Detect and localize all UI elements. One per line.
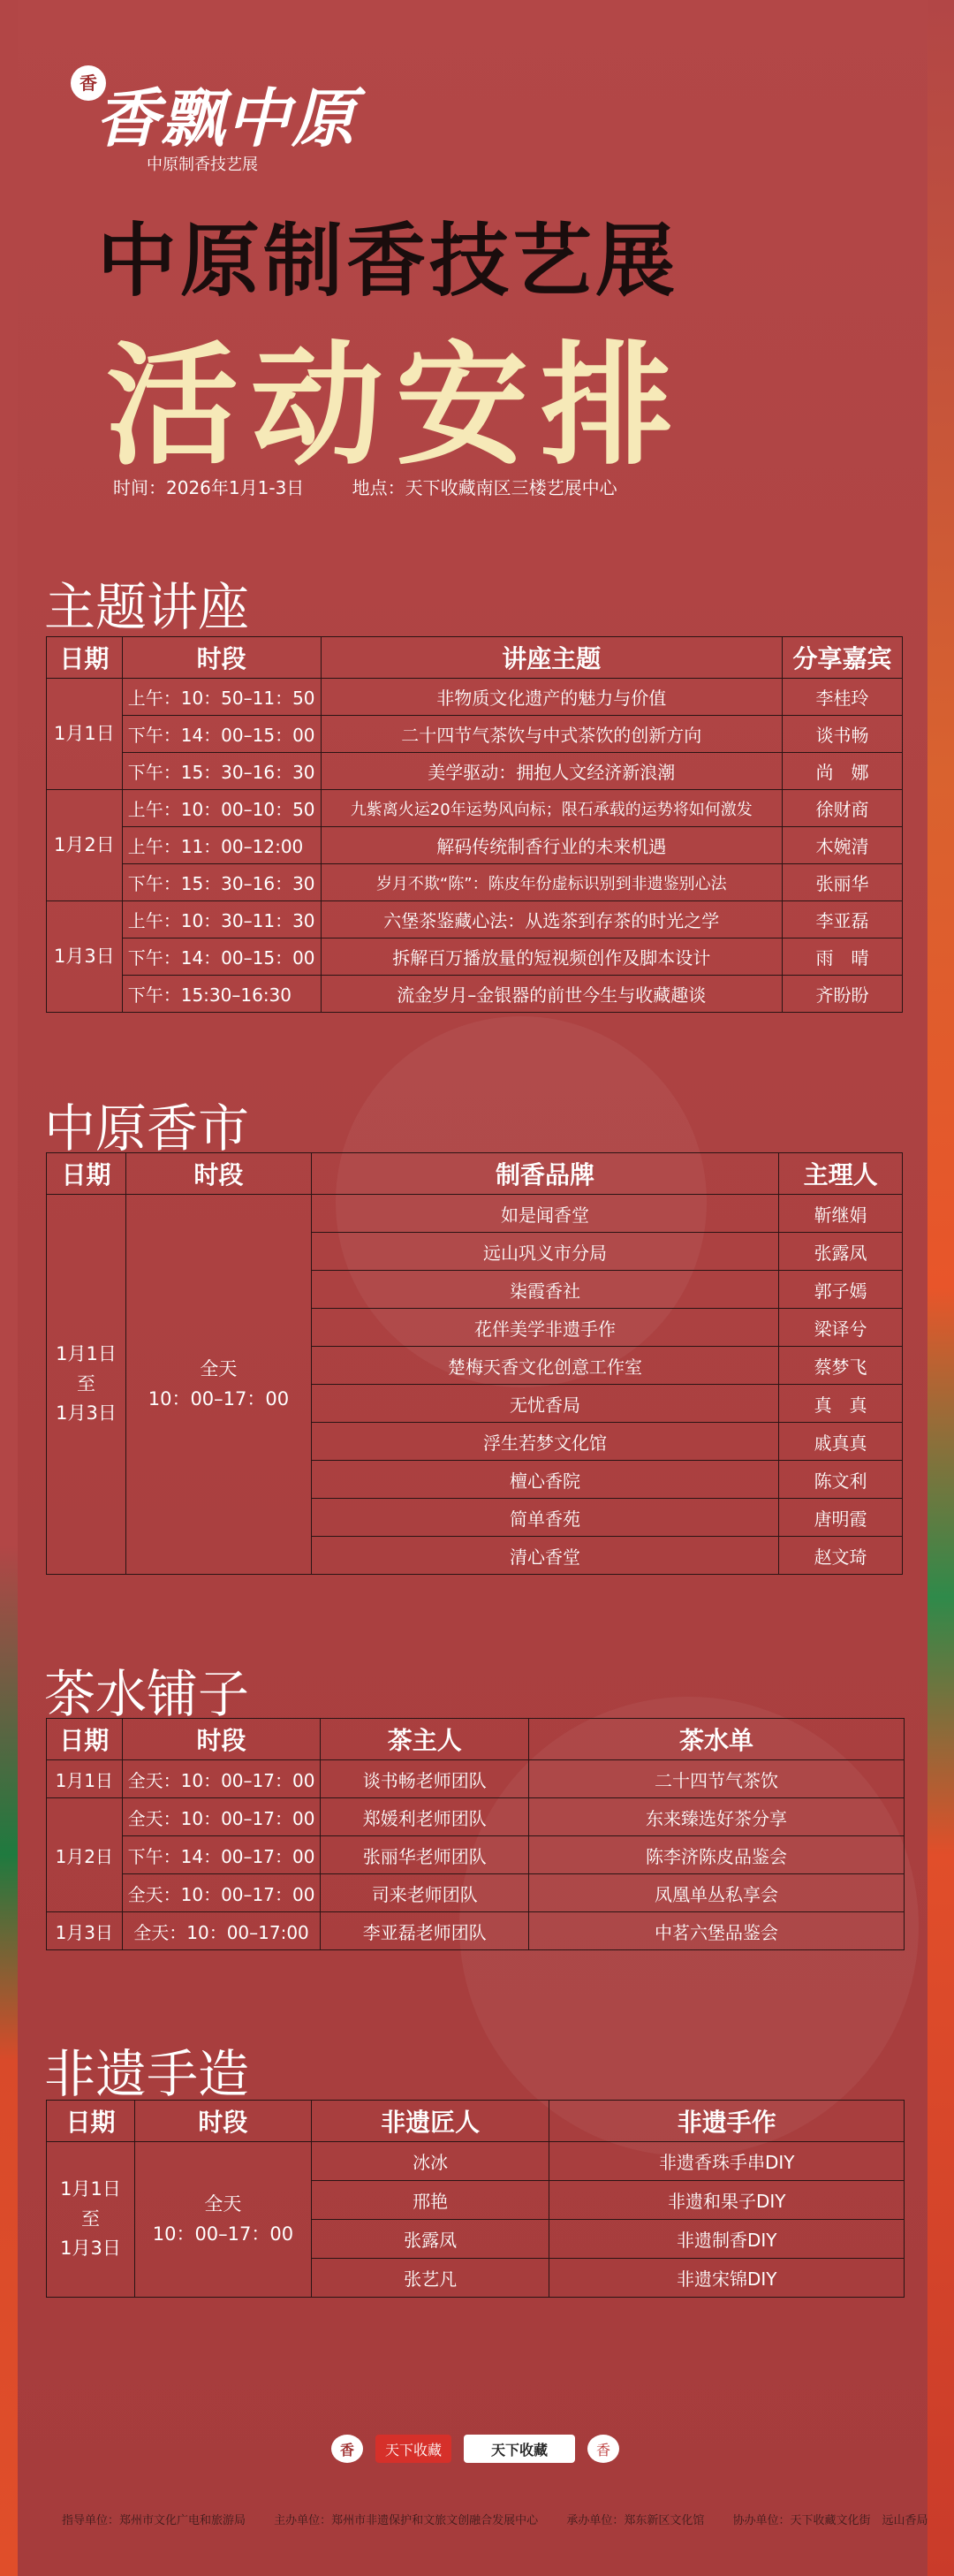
topic-cell: 拆解百万播放量的短视频创作及脚本设计 bbox=[321, 938, 782, 976]
menu-cell: 陈李济陈皮品鉴会 bbox=[529, 1836, 905, 1874]
brand-cell: 简单香苑 bbox=[311, 1499, 778, 1537]
menu-cell: 凤凰单丛私享会 bbox=[529, 1874, 905, 1912]
table-header-row bbox=[47, 2101, 905, 2142]
logo-seal-icon: 香 bbox=[71, 65, 106, 101]
host-cell: 司来老师团队 bbox=[321, 1874, 529, 1912]
market-table bbox=[46, 1152, 903, 1575]
sponsor-logo-tianxia: 天下收藏 bbox=[464, 2435, 575, 2463]
guest-cell: 雨 晴 bbox=[783, 938, 903, 976]
artisan-cell: 张艺凡 bbox=[311, 2259, 549, 2298]
artisan-cell: 冰冰 bbox=[311, 2142, 549, 2181]
table-row bbox=[47, 1760, 905, 1798]
time-cell: 全天：10：00–17：00 bbox=[122, 1798, 321, 1836]
host-cell: 张露凤 bbox=[779, 1233, 903, 1271]
lectures-table bbox=[46, 636, 903, 1013]
host-cell: 唐明霞 bbox=[779, 1499, 903, 1537]
guest-cell: 张丽华 bbox=[783, 864, 903, 901]
header-date: 日期 bbox=[47, 2101, 135, 2142]
table-row bbox=[47, 679, 903, 716]
brand-cell: 清心香堂 bbox=[311, 1537, 778, 1575]
time-allday: 全天 bbox=[200, 1357, 238, 1379]
footer bbox=[35, 2435, 928, 2558]
artisan-cell: 张露凤 bbox=[311, 2220, 549, 2259]
header-time: 时段 bbox=[122, 637, 321, 679]
date-to: 至 bbox=[76, 1372, 95, 1394]
time-cell: 下午：15:30–16:30 bbox=[122, 976, 321, 1013]
header-time: 时段 bbox=[134, 2101, 311, 2142]
date-to: 至 bbox=[80, 2207, 100, 2230]
page-title: 中原制香技艺展 bbox=[97, 214, 678, 308]
table-row bbox=[47, 1798, 905, 1836]
credit-organizer: 承办单位：郑东新区文化馆 bbox=[566, 2514, 705, 2527]
topic-cell: 美学驱动：拥抱人文经济新浪潮 bbox=[321, 753, 782, 790]
time-cell: 下午：14：00–15：00 bbox=[122, 938, 321, 976]
host-cell: 李亚磊老师团队 bbox=[321, 1912, 529, 1950]
table-header-row bbox=[47, 637, 903, 679]
host-cell: 谈书畅老师团队 bbox=[321, 1760, 529, 1798]
guest-cell: 谈书畅 bbox=[783, 716, 903, 753]
host-cell: 戚真真 bbox=[779, 1423, 903, 1461]
date-cell: 1月2日 bbox=[47, 1798, 123, 1912]
date-end: 1月3日 bbox=[60, 2238, 121, 2260]
header-work: 非遗手作 bbox=[549, 2101, 905, 2142]
time-cell: 下午：14：00–15：00 bbox=[122, 716, 321, 753]
header-time: 时段 bbox=[125, 1153, 311, 1195]
time-range-cell bbox=[125, 1195, 311, 1575]
date-cell: 1月3日 bbox=[47, 1912, 123, 1950]
credit-co: 协办单位：天下收藏文化街 远山香局 bbox=[732, 2514, 928, 2527]
sponsor-incense-icon: 香 bbox=[587, 2435, 619, 2463]
guest-cell: 徐财商 bbox=[783, 790, 903, 827]
topic-cell: 六堡茶鉴藏心法：从选茶到存茶的时光之学 bbox=[321, 901, 782, 938]
time-cell: 下午：14：00–17：00 bbox=[122, 1836, 321, 1874]
time-allday: 全天 bbox=[204, 2192, 242, 2215]
topic-cell: 流金岁月–金银器的前世今生与收藏趣谈 bbox=[321, 976, 782, 1013]
header-time: 时段 bbox=[122, 1719, 321, 1760]
date-start: 1月1日 bbox=[60, 2178, 121, 2200]
brand-cell: 远山巩义市分局 bbox=[311, 1233, 778, 1271]
topic-cell: 非物质文化遗产的魅力与价值 bbox=[321, 679, 782, 716]
left-edge-decoration bbox=[0, 0, 18, 2576]
credit-host: 主办单位：郑州市非遗保护和文旅文创融合发展中心 bbox=[274, 2514, 539, 2527]
table-header-row bbox=[47, 1153, 903, 1195]
header-host: 主理人 bbox=[779, 1153, 903, 1195]
menu-cell: 中茗六堡品鉴会 bbox=[529, 1912, 905, 1950]
time-cell: 全天：10：00–17：00 bbox=[122, 1874, 321, 1912]
header-brand: 制香品牌 bbox=[311, 1153, 778, 1195]
event-place: 地点：天下收藏南区三楼艺展中心 bbox=[352, 477, 617, 498]
guest-cell: 木婉清 bbox=[783, 827, 903, 864]
credit-guide: 指导单位：郑州市文化广电和旅游局 bbox=[62, 2514, 246, 2527]
time-hours: 10：00–17：00 bbox=[152, 2223, 294, 2245]
table-row bbox=[47, 1836, 905, 1874]
section-title-craft: 非遗手造 bbox=[44, 2044, 250, 2104]
table-row bbox=[47, 1912, 905, 1950]
time-cell: 上午：10：30–11：30 bbox=[122, 901, 321, 938]
time-cell: 上午：11：00–12:00 bbox=[122, 827, 321, 864]
table-row bbox=[47, 1874, 905, 1912]
time-cell: 下午：15：30–16：30 bbox=[122, 864, 321, 901]
right-edge-decoration bbox=[928, 0, 954, 2576]
header-date: 日期 bbox=[47, 1719, 123, 1760]
host-cell: 梁译兮 bbox=[779, 1309, 903, 1347]
date-cell: 1月1日 bbox=[47, 1760, 123, 1798]
host-cell: 蔡梦飞 bbox=[779, 1347, 903, 1385]
craft-table bbox=[46, 2100, 905, 2298]
host-cell: 陈文利 bbox=[779, 1461, 903, 1499]
brand-cell: 浮生若梦文化馆 bbox=[311, 1423, 778, 1461]
topic-cell: 九紫离火运20年运势风向标；限石承载的运势将如何激发 bbox=[321, 790, 782, 827]
guest-cell: 李亚磊 bbox=[783, 901, 903, 938]
menu-cell: 东来臻选好茶分享 bbox=[529, 1798, 905, 1836]
time-hours: 10：00–17：00 bbox=[148, 1387, 290, 1410]
event-time: 时间：2026年1月1-3日 bbox=[113, 477, 305, 498]
brand-cell: 檀心香院 bbox=[311, 1461, 778, 1499]
logo-title: 香飘中原 bbox=[95, 80, 358, 156]
event-meta bbox=[113, 474, 660, 499]
host-cell: 郑媛利老师团队 bbox=[321, 1798, 529, 1836]
table-row bbox=[47, 901, 903, 938]
header-topic: 讲座主题 bbox=[321, 637, 782, 679]
date-range-cell bbox=[47, 2142, 135, 2298]
tea-table bbox=[46, 1718, 905, 1950]
host-cell: 靳继娟 bbox=[779, 1195, 903, 1233]
date-cell: 1月2日 bbox=[47, 790, 123, 901]
host-cell: 郭子嫣 bbox=[779, 1271, 903, 1309]
header-host: 茶主人 bbox=[321, 1719, 529, 1760]
time-cell: 下午：15：30–16：30 bbox=[122, 753, 321, 790]
logo-subtitle: 中原制香技艺展 bbox=[147, 156, 258, 174]
table-row bbox=[47, 790, 903, 827]
brand-cell: 柒霞香社 bbox=[311, 1271, 778, 1309]
guest-cell: 齐盼盼 bbox=[783, 976, 903, 1013]
work-cell: 非遗制香DIY bbox=[549, 2220, 905, 2259]
time-range-cell bbox=[134, 2142, 311, 2298]
header-artisan: 非遗匠人 bbox=[311, 2101, 549, 2142]
menu-cell: 二十四节气茶饮 bbox=[529, 1760, 905, 1798]
guest-cell: 李桂玲 bbox=[783, 679, 903, 716]
topic-cell: 岁月不欺“陈”：陈皮年份虚标识别到非遗鉴别心法 bbox=[321, 864, 782, 901]
date-cell: 1月1日 bbox=[47, 679, 123, 790]
date-start: 1月1日 bbox=[56, 1343, 117, 1365]
date-end: 1月3日 bbox=[56, 1402, 117, 1425]
work-cell: 非遗香珠手串DIY bbox=[549, 2142, 905, 2181]
section-title-lectures: 主题讲座 bbox=[44, 577, 250, 637]
page-big-title: 活动安排 bbox=[106, 328, 686, 483]
table-header-row bbox=[47, 1719, 905, 1760]
header-guest: 分享嘉宾 bbox=[783, 637, 903, 679]
host-cell: 真 真 bbox=[779, 1385, 903, 1423]
table-row bbox=[47, 716, 903, 753]
host-cell: 张丽华老师团队 bbox=[321, 1836, 529, 1874]
date-cell: 1月3日 bbox=[47, 901, 123, 1013]
table-row bbox=[47, 938, 903, 976]
brand-cell: 楚梅天香文化创意工作室 bbox=[311, 1347, 778, 1385]
sponsor-logos bbox=[331, 2435, 619, 2463]
date-range-cell bbox=[47, 1195, 126, 1575]
table-row bbox=[47, 1195, 903, 1233]
time-cell: 上午：10：50–11：50 bbox=[122, 679, 321, 716]
header-date: 日期 bbox=[47, 637, 123, 679]
brand-cell: 如是闻香堂 bbox=[311, 1195, 778, 1233]
artisan-cell: 邢艳 bbox=[311, 2181, 549, 2220]
topic-cell: 解码传统制香行业的未来机遇 bbox=[321, 827, 782, 864]
sponsor-logo-badge: 天下收藏 bbox=[375, 2435, 451, 2463]
sponsor-seal-icon: 香 bbox=[331, 2435, 363, 2463]
brand-cell: 花伴美学非遗手作 bbox=[311, 1309, 778, 1347]
brand-logo bbox=[71, 60, 358, 184]
section-title-tea: 茶水铺子 bbox=[44, 1664, 250, 1724]
header-menu: 茶水单 bbox=[529, 1719, 905, 1760]
table-row bbox=[47, 753, 903, 790]
time-cell: 全天：10：00–17:00 bbox=[122, 1912, 321, 1950]
time-cell: 全天：10：00–17：00 bbox=[122, 1760, 321, 1798]
brand-cell: 无忧香局 bbox=[311, 1385, 778, 1423]
table-row bbox=[47, 864, 903, 901]
table-row bbox=[47, 827, 903, 864]
header-date: 日期 bbox=[47, 1153, 126, 1195]
time-cell: 上午：10：00–10：50 bbox=[122, 790, 321, 827]
table-row bbox=[47, 976, 903, 1013]
topic-cell: 二十四节气茶饮与中式茶饮的创新方向 bbox=[321, 716, 782, 753]
host-cell: 赵文琦 bbox=[779, 1537, 903, 1575]
table-row bbox=[47, 2142, 905, 2181]
work-cell: 非遗和果子DIY bbox=[549, 2181, 905, 2220]
credits-line bbox=[62, 2511, 952, 2527]
work-cell: 非遗宋锦DIY bbox=[549, 2259, 905, 2298]
section-title-market: 中原香市 bbox=[44, 1098, 250, 1159]
guest-cell: 尚 娜 bbox=[783, 753, 903, 790]
